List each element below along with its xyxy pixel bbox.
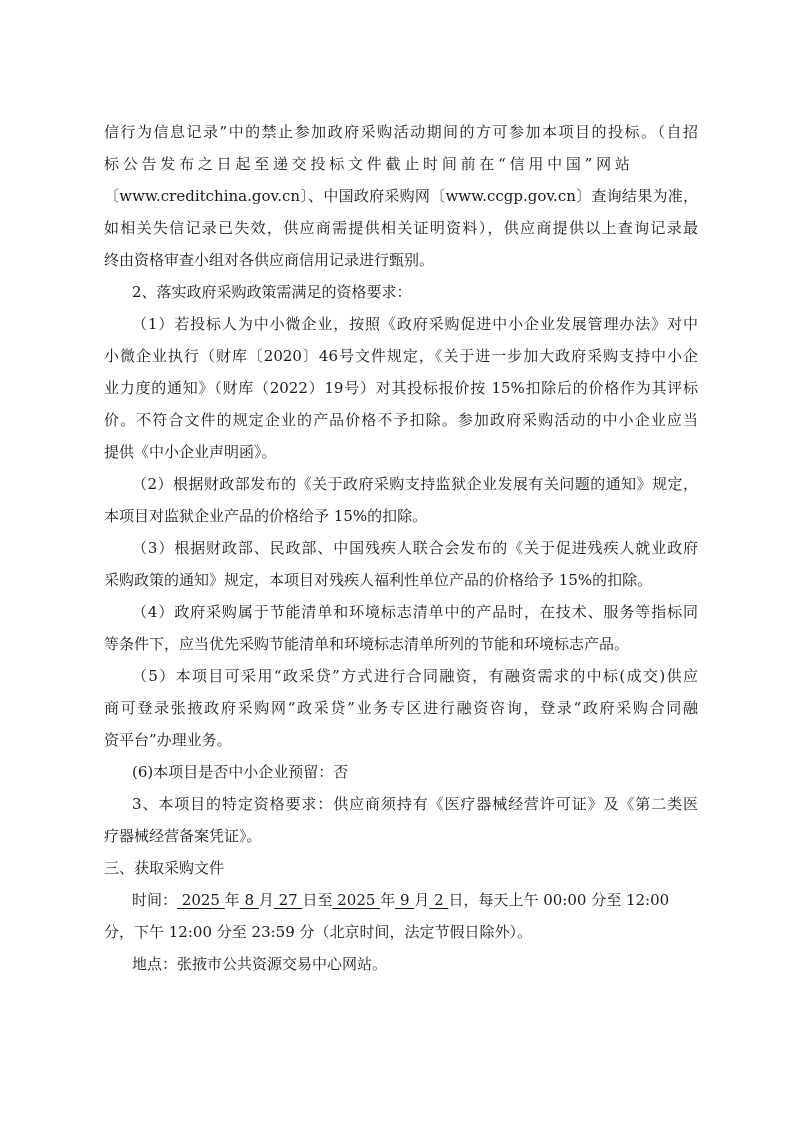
- policy-3-line-2: 采购政策的通知》规定，本项目对残疾人福利性单位产品的价格给予 15%的扣除。: [104, 571, 653, 589]
- start-month: 8: [239, 891, 259, 909]
- policy-1-line-1: （1）若投标人为中小微企业，按照《政府采购促进中小企业发展管理办法》对中: [132, 315, 698, 333]
- policy-2-line-1: （2）根据财政部发布的《关于政府采购支持监狱企业发展有关问题的通知》规定，: [132, 475, 698, 493]
- time-line-1: [132, 890, 698, 910]
- year-char-1: 年: [224, 891, 240, 909]
- policy-1-line-4: 价。不符合文件的规定企业的产品价格不予扣除。参加政府采购活动的中小企业应当: [104, 411, 698, 429]
- policy-5-line-1: （5）本项目可采用“政采贷”方式进行合同融资，有融资需求的中标(成交)供应: [132, 667, 698, 685]
- end-month: 9: [395, 891, 415, 909]
- to-text: 日至: [302, 891, 333, 909]
- start-year: 2025: [177, 891, 225, 909]
- policy-5-line-3: 资平台”办理业务。: [104, 731, 232, 749]
- end-year: 2025: [332, 891, 381, 909]
- policy-heading: 2、落实政府采购政策需满足的资格要求：: [132, 283, 412, 301]
- policy-1-line-3: 业力度的通知》（财库（2022）19号）对其投标报价按 15%扣除后的价格作为其评标: [104, 379, 698, 397]
- credit-para-line-4: 如相关失信记录已失效，供应商需提供相关证明资料），供应商提供以上查询记录最: [104, 219, 698, 237]
- start-day: 27: [273, 891, 303, 909]
- credit-para-line-2: 标 公 告 发 布 之 日 起 至 递 交 投 标 文 件 截 止 时 间 前 在 “ 信 用 中 国 ” 网 站: [104, 155, 630, 173]
- month-char-1: 月: [258, 891, 274, 909]
- requirement-3-line-2: 疗器械经营备案凭证》。: [104, 827, 262, 845]
- time-label: 时间：: [132, 891, 178, 909]
- time-line-2: 分，下午 12:00 分至 23:59 分（北京时间，法定节假日除外）。: [104, 923, 533, 941]
- policy-4-line-1: （4）政府采购属于节能清单和环境标志清单中的产品时，在技术、服务等指标同: [132, 603, 698, 621]
- policy-3-line-1: （3）根据财政部、民政部、中国残疾人联合会发布的《关于促进残疾人就业政府: [132, 539, 698, 557]
- end-day: 2: [429, 891, 449, 909]
- requirement-3-line-1: 3、本项目的特定资格要求：供应商须持有《医疗器械经营许可证》及《第二类医: [132, 795, 698, 813]
- credit-para-line-1: 信行为信息记录”中的禁止参加政府采购活动期间的方可参加本项目的投标。（自招: [104, 123, 698, 141]
- credit-para-line-5: 终由资格审查小组对各供应商信用记录进行甄别。: [104, 251, 435, 269]
- policy-1-line-2: 小微企业执行（财库〔2020〕46号文件规定，《关于进一步加大政府采购支持中小企: [104, 347, 698, 365]
- policy-4-line-2: 等条件下，应当优先采购节能清单和环境标志清单所列的节能和环境标志产品。: [104, 635, 630, 653]
- location-line: 地点：张掖市公共资源交易中心网站。: [132, 955, 388, 973]
- section-3-heading: 三、获取采购文件: [104, 859, 225, 877]
- policy-6: (6)本项目是否中小企业预留：否: [132, 763, 349, 781]
- month-char-2: 月: [414, 891, 430, 909]
- year-char-2: 年: [380, 891, 396, 909]
- credit-para-line-3: 〔www.creditchina.gov.cn〕、中国政府采购网〔www.ccgp.gov.cn〕查询结果为准，: [104, 187, 698, 205]
- policy-1-line-5: 提供《中小企业声明函》。: [104, 443, 277, 461]
- policy-2-line-2: 本项目对监狱企业产品的价格给予 15%的扣除。: [104, 507, 428, 525]
- time-tail: 日，每天上午 00:00 分至 12:00: [448, 891, 670, 909]
- policy-5-line-2: 商可登录张掖政府采购网“政采贷”业务专区进行融资咨询，登录“政府采购合同融: [104, 699, 698, 717]
